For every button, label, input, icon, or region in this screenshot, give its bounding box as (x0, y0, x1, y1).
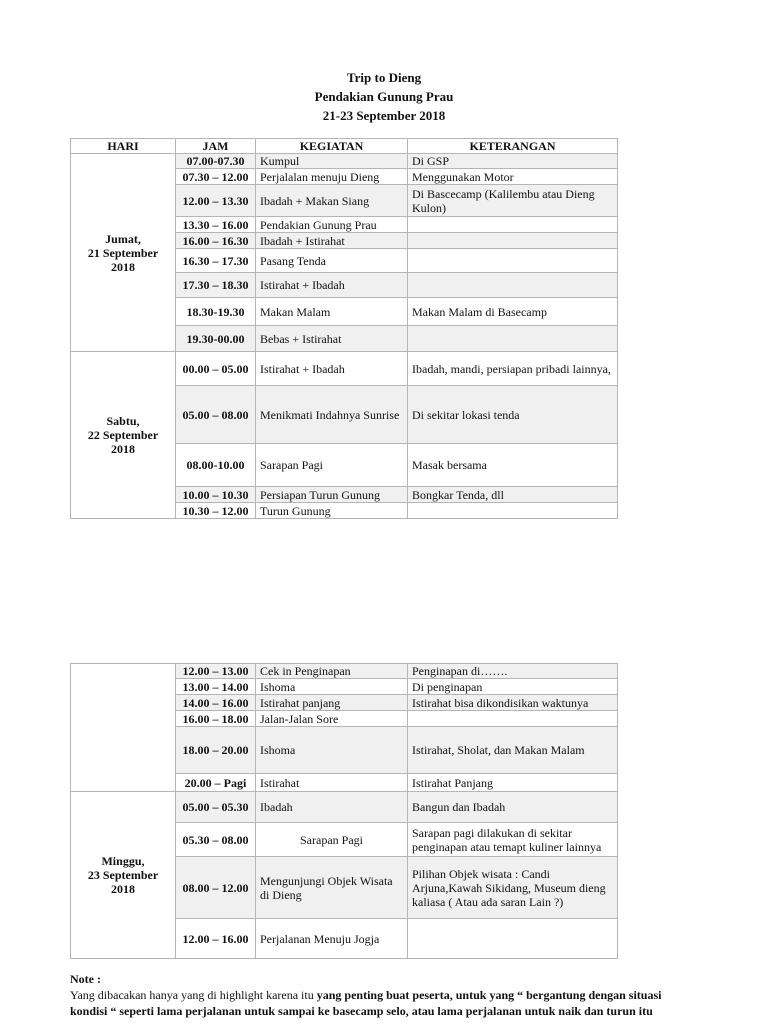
column-header-kegiatan: KEGIATAN (256, 139, 408, 154)
time-cell: 12.00 – 13.00 (176, 664, 256, 679)
doc-title: Trip to Dieng (346, 70, 422, 85)
time-cell: 19.30-00.00 (176, 326, 256, 352)
time-cell: 16.30 – 17.30 (176, 249, 256, 273)
time-cell: 07.00-07.30 (176, 154, 256, 169)
note-cell: Pilihan Objek wisata : Candi Arjuna,Kawah Sikidang, Museum dieng kaliasa ( Atau ada saran Lain ?) (408, 857, 618, 919)
note-section (70, 971, 690, 1019)
schedule-table-1 (70, 138, 618, 519)
column-header-keterangan: KETERANGAN (408, 139, 618, 154)
note-cell: Di Bascecamp (Kalilembu atau Dieng Kulon) (408, 185, 618, 217)
activity-cell: Ibadah + Istirahat (256, 233, 408, 249)
time-cell: 08.00-10.00 (176, 444, 256, 487)
note-cell (408, 326, 618, 352)
activity-cell: Perjalanan Menuju Jogja (256, 919, 408, 959)
time-cell: 16.00 – 16.30 (176, 233, 256, 249)
time-cell: 08.00 – 12.00 (176, 857, 256, 919)
activity-cell: Istirahat + Ibadah (256, 273, 408, 298)
note-cell: Penginapan di……. (408, 664, 618, 679)
doc-subtitle: Pendakian Gunung Prau (314, 89, 454, 104)
activity-cell: Turun Gunung (256, 503, 408, 519)
note-cell (408, 503, 618, 519)
note-cell: Istirahat Panjang (408, 774, 618, 792)
column-header-hari: HARI (71, 139, 176, 154)
note-cell (408, 217, 618, 233)
time-cell: 18.00 – 20.00 (176, 727, 256, 774)
time-cell: 07.30 – 12.00 (176, 169, 256, 185)
activity-cell: Pendakian Gunung Prau (256, 217, 408, 233)
schedule-table-2 (70, 663, 618, 959)
note-cell: Makan Malam di Basecamp (408, 298, 618, 326)
activity-cell: Persiapan Turun Gunung (256, 487, 408, 503)
activity-cell: Sarapan Pagi (256, 444, 408, 487)
note-text: Yang dibacakan hanya yang di highlight karena itu yang penting buat peserta, untuk yang “ bergantung dengan situasi kondisi “ seperti lama perjalanan untuk sampai ke basecamp selo, atau lama perjalanan untuk naik dan turun itu (70, 988, 662, 1018)
activity-cell: Menikmati Indahnya Sunrise (256, 386, 408, 444)
activity-cell: Ishoma (256, 679, 408, 695)
time-cell: 17.30 – 18.30 (176, 273, 256, 298)
note-cell: Bongkar Tenda, dll (408, 487, 618, 503)
activity-cell: Istirahat + Ibadah (256, 352, 408, 386)
note-cell (408, 919, 618, 959)
note-cell (408, 711, 618, 727)
time-cell: 00.00 – 05.00 (176, 352, 256, 386)
day-cell (71, 664, 176, 792)
activity-cell: Mengunjungi Objek Wisata di Dieng (256, 857, 408, 919)
activity-cell: Jalan-Jalan Sore (256, 711, 408, 727)
activity-cell: Ibadah (256, 792, 408, 823)
time-cell: 20.00 – Pagi (176, 774, 256, 792)
activity-cell: Bebas + Istirahat (256, 326, 408, 352)
day-cell: Minggu, 23 September 2018 (71, 792, 176, 959)
time-cell: 10.00 – 10.30 (176, 487, 256, 503)
time-cell: 10.30 – 12.00 (176, 503, 256, 519)
time-cell: 12.00 – 13.30 (176, 185, 256, 217)
note-cell: Istirahat, Sholat, dan Makan Malam (408, 727, 618, 774)
column-header-jam: JAM (176, 139, 256, 154)
time-cell: 13.30 – 16.00 (176, 217, 256, 233)
note-cell: Menggunakan Motor (408, 169, 618, 185)
note-cell (408, 249, 618, 273)
note-cell: Masak bersama (408, 444, 618, 487)
table-row (71, 352, 618, 386)
note-cell (408, 273, 618, 298)
time-cell: 12.00 – 16.00 (176, 919, 256, 959)
activity-cell: Cek in Penginapan (256, 664, 408, 679)
activity-cell: Istirahat (256, 774, 408, 792)
table-row (71, 154, 618, 169)
time-cell: 05.00 – 05.30 (176, 792, 256, 823)
table-row (71, 664, 618, 679)
note-cell (408, 233, 618, 249)
time-cell: 05.30 – 08.00 (176, 823, 256, 857)
day-cell: Sabtu, 22 September 2018 (71, 352, 176, 519)
note-cell: Di sekitar lokasi tenda (408, 386, 618, 444)
note-cell: Di GSP (408, 154, 618, 169)
doc-date-range: 21-23 September 2018 (322, 108, 446, 123)
note-cell: Sarapan pagi dilakukan di sekitar penginapan atau temapt kuliner lainnya (408, 823, 618, 857)
time-cell: 14.00 – 16.00 (176, 695, 256, 711)
activity-cell: Istirahat panjang (256, 695, 408, 711)
activity-cell: Ibadah + Makan Siang (256, 185, 408, 217)
time-cell: 16.00 – 18.00 (176, 711, 256, 727)
note-cell: Ibadah, mandi, persiapan pribadi lainnya, (408, 352, 618, 386)
activity-cell: Makan Malam (256, 298, 408, 326)
day-cell: Jumat, 21 September 2018 (71, 154, 176, 352)
activity-cell: Kumpul (256, 154, 408, 169)
note-label: Note : (70, 972, 101, 986)
time-cell: 05.00 – 08.00 (176, 386, 256, 444)
activity-cell: Perjalalan menuju Dieng (256, 169, 408, 185)
activity-cell: Ishoma (256, 727, 408, 774)
activity-cell: Pasang Tenda (256, 249, 408, 273)
time-cell: 18.30-19.30 (176, 298, 256, 326)
note-cell: Di penginapan (408, 679, 618, 695)
note-cell: Istirahat bisa dikondisikan waktunya (408, 695, 618, 711)
activity-cell: Sarapan Pagi (256, 823, 408, 857)
note-cell: Bangun dan Ibadah (408, 792, 618, 823)
time-cell: 13.00 – 14.00 (176, 679, 256, 695)
table-row (71, 792, 618, 823)
